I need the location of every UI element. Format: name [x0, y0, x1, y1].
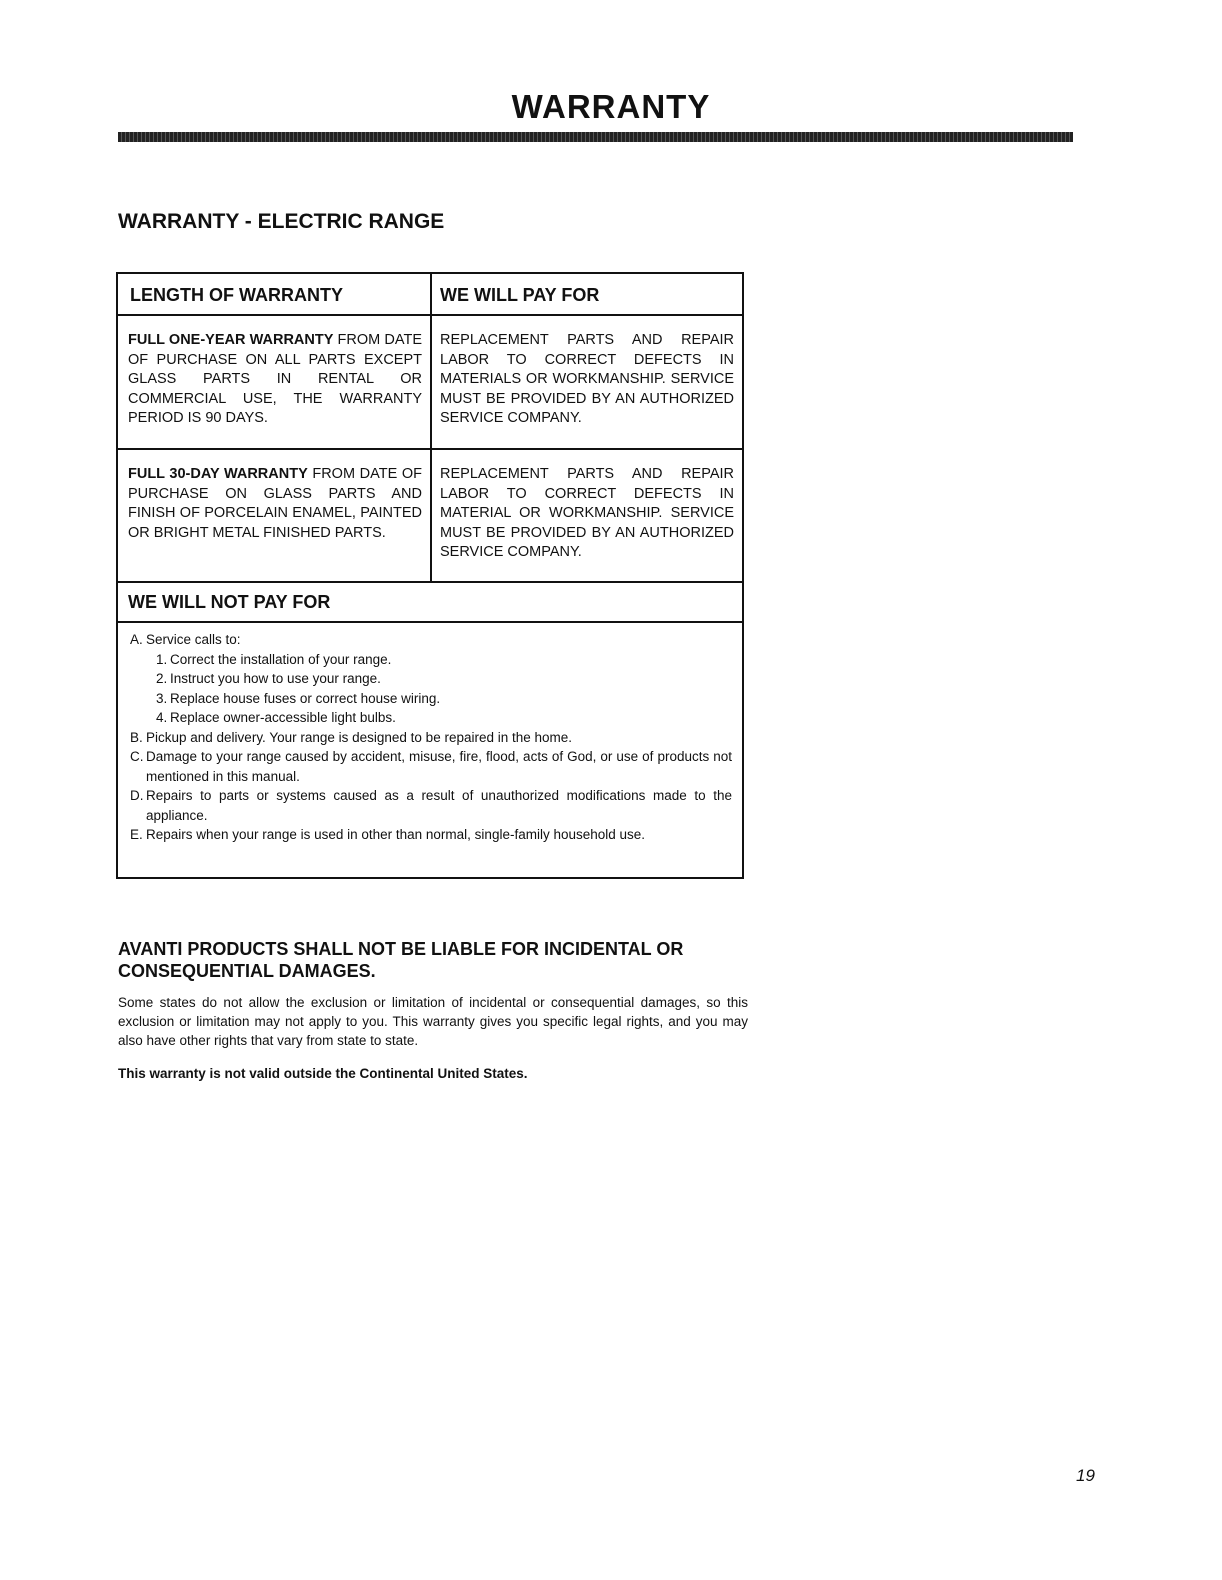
list-item — [130, 825, 732, 845]
list-text: Damage to your range caused by accident, misuse, fire, flood, acts of God, or use of products not mentioned in this manual. — [146, 749, 732, 784]
row2-length-cell — [128, 465, 422, 543]
page-number: 19 — [1076, 1466, 1095, 1485]
header-we-will-pay-for: WE WILL PAY FOR — [440, 285, 600, 305]
list-item — [130, 747, 732, 786]
list-item — [130, 689, 732, 709]
list-item — [130, 786, 732, 825]
row1-pay-cell: REPLACEMENT PARTS AND REPAIR LABOR TO CORRECT DEFECTS IN MATERIALS OR WORKMANSHIP. SERVICE MUST BE PROVIDED BY AN AUTHORIZED SERVICE COMPANY. — [440, 332, 734, 426]
table-divider — [118, 621, 742, 623]
row1-length-text: FROM DATE OF PURCHASE ON ALL PARTS EXCEPT GLASS PARTS IN RENTAL OR COMMERCIAL USE, THE WARRANTY PERIOD IS 90 DAYS. — [128, 332, 422, 426]
header-length-of-warranty: LENGTH OF WARRANTY — [130, 285, 343, 305]
list-text: Correct the installation of your range. — [170, 651, 392, 667]
warranty-table — [116, 272, 744, 879]
list-item — [130, 708, 732, 728]
list-text: Service calls to: — [146, 632, 241, 647]
list-marker: A. — [130, 632, 143, 647]
exclusions-list — [130, 630, 732, 845]
list-text: Repairs when your range is used in other than normal, single-family household use. — [146, 827, 646, 842]
list-item — [130, 650, 732, 670]
header-we-will-not-pay-for: WE WILL NOT PAY FOR — [128, 592, 331, 612]
list-item — [130, 669, 732, 689]
section-heading: WARRANTY - ELECTRIC RANGE — [118, 210, 445, 233]
liability-heading: AVANTI PRODUCTS SHALL NOT BE LIABLE FOR INCIDENTAL OR CONSEQUENTIAL DAMAGES. — [118, 939, 684, 981]
row1-length-bold: FULL ONE-YEAR WARRANTY — [128, 332, 334, 348]
list-item — [130, 630, 732, 650]
page-title: WARRANTY — [511, 88, 711, 125]
list-marker: C. — [130, 749, 144, 764]
list-marker: 2. — [156, 671, 168, 686]
title-rule — [118, 132, 1073, 142]
column-divider — [430, 274, 432, 581]
list-item — [130, 728, 732, 748]
list-marker: E. — [130, 827, 143, 842]
list-text: Replace owner-accessible light bulbs. — [170, 710, 396, 725]
list-marker: 1. — [156, 651, 168, 667]
row2-length-bold: FULL 30-DAY WARRANTY — [128, 466, 308, 482]
table-divider — [118, 581, 742, 583]
list-marker: B. — [130, 729, 143, 745]
list-marker: 3. — [156, 690, 168, 706]
validity-note: This warranty is not valid outside the Continental United States. — [118, 1066, 528, 1081]
list-text: Instruct you how to use your range. — [170, 671, 381, 686]
list-text: Replace house fuses or correct house wiring. — [170, 690, 441, 706]
list-text: Pickup and delivery. Your range is designed to be repaired in the home. — [146, 729, 573, 745]
row2-length-text: FROM DATE OF PURCHASE ON GLASS PARTS AND FINISH OF PORCELAIN ENAMEL, PAINTED OR BRIGHT METAL FINISHED PARTS. — [128, 466, 422, 541]
liability-text: Some states do not allow the exclusion or limitation of incidental or consequential damages, so this exclusion or limitation may not apply to you. This warranty gives you specific legal rights, and you may also have other rights that vary from state to state. — [118, 995, 748, 1048]
table-divider — [118, 448, 742, 450]
list-text: Repairs to parts or systems caused as a result of unauthorized modifications made to the appliance. — [146, 788, 732, 823]
row2-pay-cell: REPLACEMENT PARTS AND REPAIR LABOR TO CORRECT DEFECTS IN MATERIAL OR WORKMANSHIP. SERVICE MUST BE PROVIDED BY AN AUTHORIZED SERVICE COMPANY. — [440, 466, 734, 560]
row1-length-cell — [128, 331, 422, 429]
list-marker: D. — [130, 788, 144, 803]
list-marker: 4. — [156, 710, 168, 725]
